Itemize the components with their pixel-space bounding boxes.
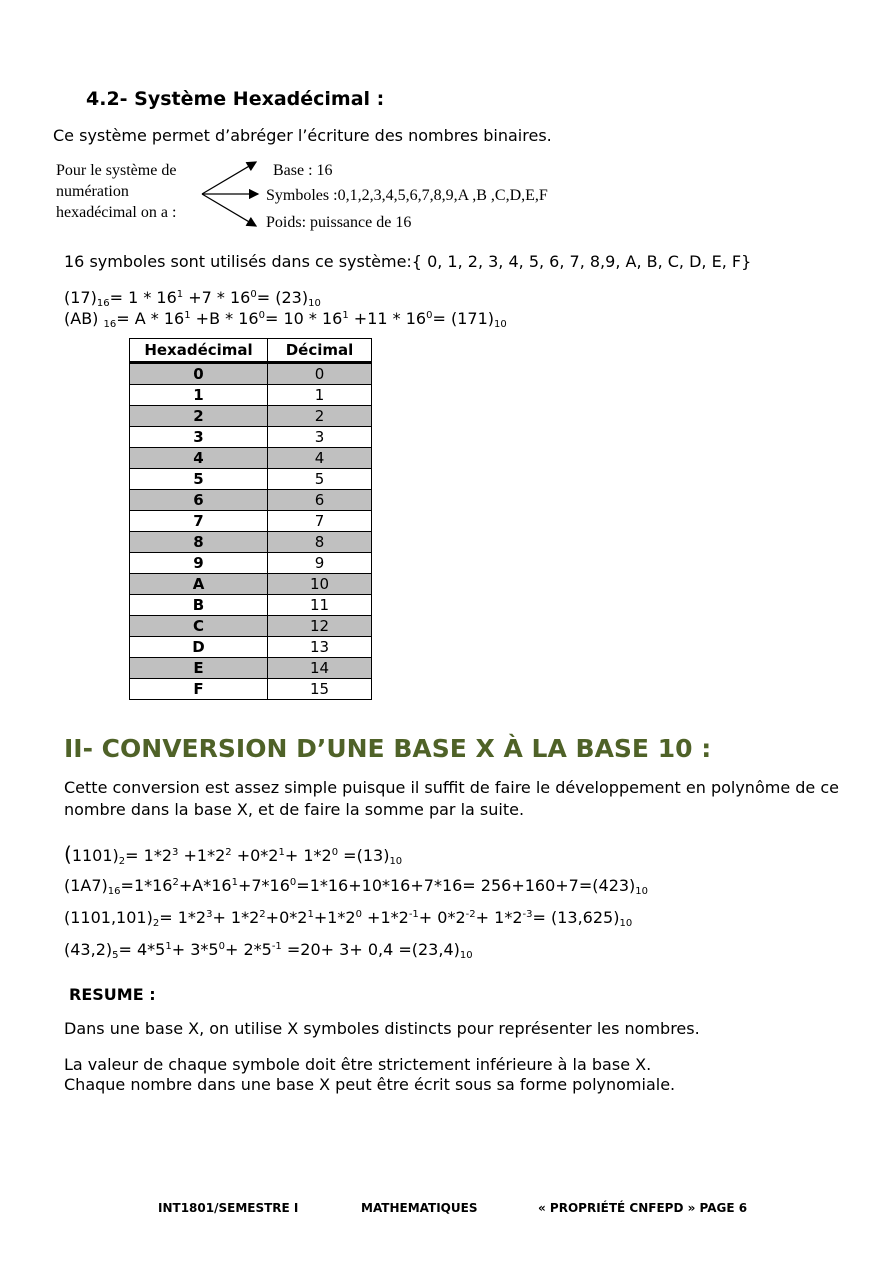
decimal-cell: 7	[268, 511, 372, 532]
table-row	[130, 553, 372, 574]
table-row	[130, 679, 372, 700]
conversion-heading: II- CONVERSION D’UNE BASE X À LA BASE 10 :	[64, 734, 712, 763]
hex-cell: C	[130, 616, 268, 637]
hex-cell: D	[130, 637, 268, 658]
hex-decimal-table	[129, 338, 372, 700]
table-row	[130, 427, 372, 448]
hex-cell: 4	[130, 448, 268, 469]
table-row	[130, 385, 372, 406]
decimal-cell: 11	[268, 595, 372, 616]
table-row	[130, 616, 372, 637]
table-row	[130, 363, 372, 385]
table-row	[130, 511, 372, 532]
decimal-cell: 6	[268, 490, 372, 511]
decimal-cell: 15	[268, 679, 372, 700]
formula-base5: $(43,2)_5= 4*5^1+ 3*5^0+ 2*5^{-1} =20+ 3+ 0,4 =(23,4)_{10}$	[64, 940, 473, 961]
hex-cell: 6	[130, 490, 268, 511]
decimal-cell: 4	[268, 448, 372, 469]
branch-arrows-icon	[198, 158, 268, 230]
resume-title: RESUME :	[69, 985, 156, 1004]
hex-cell: 7	[130, 511, 268, 532]
example-17-hex: $(17)_{16}= 1 * 16^1 +7 * 16^0= (23)_{10}$	[64, 288, 321, 309]
table-row	[130, 658, 372, 679]
resume-line-2: La valeur de chaque symbole doit être strictement inférieure à la base X.	[64, 1055, 652, 1074]
resume-line-3: Chaque nombre dans une base X peut être écrit sous sa forme polynomiale.	[64, 1075, 676, 1094]
diagram-base: Base : 16	[273, 162, 333, 179]
decimal-cell: 12	[268, 616, 372, 637]
diagram-symbols: Symboles :0,1,2,3,4,5,6,7,8,9,A ,B ,C,D,E,F	[266, 187, 548, 204]
table-row	[130, 448, 372, 469]
hex-cell: A	[130, 574, 268, 595]
header-decimal: Décimal	[268, 339, 372, 363]
table-row	[130, 490, 372, 511]
decimal-cell: 8	[268, 532, 372, 553]
table-row	[130, 469, 372, 490]
table-header-row	[130, 339, 372, 363]
table-row	[130, 532, 372, 553]
decimal-cell: 1	[268, 385, 372, 406]
table-row	[130, 637, 372, 658]
decimal-cell: 0	[268, 363, 372, 385]
formula-binary-1101: $(1101)_2= 1*2^3 +1*2^2 +0*2^1+ 1*2^0 =(13)_{10}$	[64, 842, 403, 867]
footer-subject: MATHEMATIQUES	[361, 1201, 478, 1215]
example-ab-hex: (AB) $_{16}= A * 16^1 +B * 16^0= 10 * 16^1 +11 * 16^0= (171)_{10}$	[64, 309, 507, 330]
hex-cell: 8	[130, 532, 268, 553]
hex-cell: 2	[130, 406, 268, 427]
decimal-cell: 14	[268, 658, 372, 679]
decimal-cell: 9	[268, 553, 372, 574]
decimal-cell: 10	[268, 574, 372, 595]
decimal-cell: 3	[268, 427, 372, 448]
intro-text: Ce système permet d’abréger l’écriture des nombres binaires.	[53, 126, 552, 145]
header-hexadecimal: Hexadécimal	[130, 339, 268, 363]
formula-hex-1a7: $(1A7)_{16}=1*16^2+A*16^1+7*16^0=1*16+10*16+7*16= 256+160+7=(423)_{10}$	[64, 876, 649, 897]
hex-cell: E	[130, 658, 268, 679]
decimal-cell: 2	[268, 406, 372, 427]
hex-cell: 0	[130, 363, 268, 385]
footer-course: INT1801/SEMESTRE I	[158, 1201, 299, 1215]
hex-cell: 5	[130, 469, 268, 490]
diagram-left-text: Pour le système de numération hexadécimal on a :	[56, 162, 177, 221]
table-row	[130, 595, 372, 616]
footer-page: « PROPRIÉTÉ CNFEPD » PAGE 6	[538, 1201, 748, 1215]
hex-cell: F	[130, 679, 268, 700]
hex-cell: 1	[130, 385, 268, 406]
decimal-cell: 13	[268, 637, 372, 658]
formula-binary-fraction: $(1101,101)_2= 1*2^3+ 1*2^2+0*2^1+1*2^0 +1*2^{-1}+ 0*2^{-2}+ 1*2^{-3}= (13,625)_{10}$	[64, 908, 633, 929]
conversion-paragraph: Cette conversion est assez simple puisque il suffit de faire le développement en polynôme de ce nombre dans la base X, et de faire la somme par la suite.	[64, 778, 839, 819]
symbols-line: 16 symboles sont utilisés dans ce système:{ 0, 1, 2, 3, 4, 5, 6, 7, 8,9, A, B, C, D, E, F}	[64, 252, 752, 271]
decimal-cell: 5	[268, 469, 372, 490]
resume-line-1: Dans une base X, on utilise X symboles distincts pour représenter les nombres.	[64, 1019, 700, 1038]
table-row	[130, 574, 372, 595]
hex-cell: 3	[130, 427, 268, 448]
hex-cell: 9	[130, 553, 268, 574]
table-row	[130, 406, 372, 427]
diagram-weights: Poids: puissance de 16	[266, 214, 412, 231]
hex-cell: B	[130, 595, 268, 616]
section-title: 4.2- Système Hexadécimal :	[86, 88, 385, 110]
